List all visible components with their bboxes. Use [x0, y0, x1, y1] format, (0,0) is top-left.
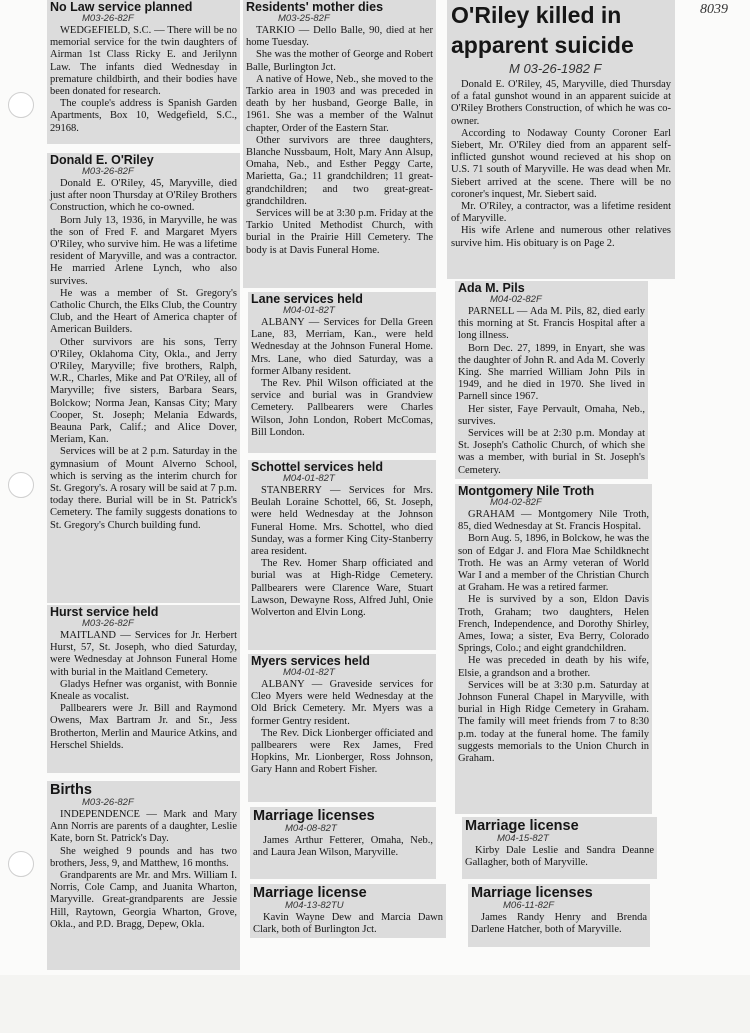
clipping-paragraph: GRAHAM — Montgomery Nile Troth, 85, died Wednesday at St. Francis Hospital.: [458, 509, 649, 533]
clipping-paragraph: The Rev. Phil Wilson officiated at the service and burial was in Grandview Cemetery. Pallbearers were Charles Wilson, John London, Robert McComas, Bill London.: [251, 378, 433, 438]
clipping-pils: [455, 281, 648, 479]
clipping-paragraph: PARNELL — Ada M. Pils, 82, died early this morning at St. Francis Hospital after a long illness.: [458, 306, 645, 342]
clipping-paragraph: The couple's address is Spanish Garden Apartments, Box 10, Wedgefield, S.C., 29168.: [50, 98, 237, 134]
clipping-paragraph: Grandparents are Mr. and Mrs. William I. Norris, Cole Camp, and Juanita Wharton, Maryville. Great-grandparents are Jessie Hill, Raytown, Georgia Wharton, Grove, Okla., and P.D. Bragg, Depew, Okla.: [50, 870, 237, 930]
clipping-paragraph: Mr. O'Riley, a contractor, was a lifetime resident of Maryville.: [451, 201, 671, 225]
clipping-marriage-henry: [468, 884, 650, 947]
clipping-headline: O'Riley killed in: [451, 2, 622, 28]
clipping-paragraph: Pallbearers were Jr. Bill and Raymond Owens, Max Bartram Jr. and Sr., Jess Brotherton, Merlin and Maurice Atkins, and Herschel Shields.: [50, 703, 237, 751]
clipping-oriley-suicide: [447, 0, 675, 279]
clipping-paragraph: ALBANY — Services for Della Green Lane, 83, Merriam, Kan., were held Wednesday at the Johnson Funeral Home. Mrs. Lane, who died Saturday, was a former Albany resident.: [251, 317, 433, 377]
handwritten-date: M04-01-82T: [283, 305, 335, 316]
clipping-body: [50, 809, 237, 931]
clipping-paragraph: STANBERRY — Services for Mrs. Beulah Loraine Schottel, 66, St. Joseph, were held Wednesday at the Johnson Funeral Home. Mrs. Schottel, who died Sunday, was a former King City-Stanberry area resident.: [251, 485, 433, 558]
handwritten-date: M04-01-82T: [283, 473, 335, 484]
clipping-paragraph: A native of Howe, Neb., she moved to the Tarkio area in 1903 and was preceded in death by her husband, George Balle, in 1961. She was a member of the Walnut chapter, Order of the Eastern Star.: [246, 73, 433, 134]
clipping-body: [246, 25, 433, 257]
clipping-paragraph: Born July 13, 1936, in Maryville, he was the son of Fred F. and Margaret Myers O'Riley, who survive him. He was a lifetime resident of Maryville, and was a contractor. He married Arlene Lynch, who also survives.: [50, 214, 237, 287]
clipping-body: [253, 912, 443, 936]
clipping-body: [251, 485, 433, 619]
clipping-body: [251, 679, 433, 777]
clipping-paragraph: MAITLAND — Services for Jr. Herbert Hurst, 57, St. Joseph, who died Saturday, were Wednesday at Johnson Funeral Home with burial in the Maitland Cemetery.: [50, 630, 237, 678]
clipping-paragraph: Services will be at 2 p.m. Saturday in the gymnasium of Mount Alverno School, which is serving as the interim church for St. Gregory's. A rosary will be said at 7 p.m. today there. Burial will be in St. Patrick's Cemetery. The family suggests donations to St. Gregory's Church building fund.: [50, 446, 237, 531]
clipping-body: [471, 912, 647, 936]
clipping-headline: Marriage licenses: [253, 808, 375, 824]
clipping-no-law: [47, 0, 240, 144]
clipping-paragraph: Kirby Dale Leslie and Sandra Deanne Gallagher, both of Maryville.: [465, 845, 654, 869]
clipping-donald-oriley: [47, 153, 240, 603]
clipping-paragraph: Other survivors are his sons, Terry O'Riley, Oklahoma City, Okla., and Jerry O'Riley, Maryville; five brothers, Ralph, W.R., Charles, Mike and Pat O'Riley, all of Maryville; five sisters, Barbara Sears, Bolckow; Norma Jean, Kansas City; Mary Cooper, St. Joseph; Melania Edwards, Beauna Park, Calif.; and Alice Dover, Meriam, Kan.: [50, 336, 237, 446]
clipping-body: [253, 835, 433, 859]
handwritten-date: M03-26-82F: [82, 13, 134, 24]
clipping-paragraph: She weighed 9 pounds and has two brothers, Jess, 9, and Matthew, 16 months.: [50, 845, 237, 869]
clipping-headline: Marriage license: [465, 818, 579, 834]
clipping-paragraph: The Rev. Homer Sharp officiated and burial was at High-Ridge Cemetery. Pallbearers were Clarence Ware, Stuart Lawson, Dewayne Ross, Alfred Juhl, Onie Wolverton and Elvin Long.: [251, 558, 433, 619]
handwritten-date: M04-02-82F: [490, 294, 542, 305]
clipping-troth: [455, 484, 652, 814]
clipping-paragraph: ALBANY — Graveside services for Cleo Myers were held Wednesday at the Old Brick Cemetery. Mr. Myers was a former Gentry resident.: [251, 679, 433, 727]
clipping-paragraph: According to Nodaway County Coroner Earl Siebert, Mr. O'Riley died from an apparent self-inflicted gunshot wound recieved at his shop on U.S. 71 south of Maryville. He was dead when Mr. Siebert arrived at the scene. There will be no coroner's inquest, Mr. Siebert said.: [451, 127, 671, 200]
clipping-hurst: [47, 605, 240, 773]
clipping-body: [458, 509, 649, 765]
clipping-body: [50, 178, 237, 532]
clipping-births: [47, 781, 240, 970]
clipping-body: [451, 79, 671, 250]
clipping-paragraph: WEDGEFIELD, S.C. — There will be no memorial service for the twin daughters of Airman 1st Class Ricky E. and Jerilynn Law. The infants died Wednesday in premature childbirth, and their bodies have been donated for research.: [50, 25, 237, 98]
clipping-body: [251, 317, 433, 439]
clipping-residents-mother: [243, 0, 436, 288]
clipping-myers: [248, 654, 436, 802]
clipping-paragraph: Services will be at 3:30 p.m. Saturday at Johnson Funeral Chapel in Maryville, with burial in High Ridge Cemetery in Graham. The family will meet friends from 7 to 8:30 p.m. today at the funeral home. The family suggests memorials to the Union Church in Graham.: [458, 679, 649, 765]
handwritten-date: M06-11-82F: [503, 900, 555, 911]
clipping-paragraph: Services will be at 2:30 p.m. Monday at St. Joseph's Catholic Church, of which she was a member, with burial in St. Joseph's Cemetery.: [458, 428, 645, 476]
clipping-headline: Montgomery Nile Troth: [458, 484, 595, 498]
clipping-paragraph: INDEPENDENCE — Mark and Mary Ann Norris are parents of a daughter, Leslie Kate, born St. Patrick's Day.: [50, 809, 237, 845]
clipping-paragraph: The Rev. Dick Lionberger officiated and pallbearers were Rex James, Fred Hopkins, Mr. Lionberger, Ross Johnson, Gary Hann and Robert Fisher.: [251, 727, 433, 776]
clipping-headline: Residents' mother dies: [246, 0, 384, 14]
clipping-paragraph: Donald E. O'Riley, 45, Maryville, died just after noon Thursday at O'Riley Brothers Construction, which he co-owned.: [50, 178, 237, 214]
handwritten-date: M 03-26-1982 F: [509, 61, 602, 76]
clipping-paragraph: James Randy Henry and Brenda Darlene Hatcher, both of Maryville.: [471, 912, 647, 936]
page-number: 8039: [700, 2, 728, 17]
clipping-body: [50, 25, 237, 135]
clipping-paragraph: His wife Arlene and numerous other relatives survive him. His obituary is on Page 2.: [451, 225, 671, 249]
handwritten-date: M04-15-82T: [497, 833, 549, 844]
clipping-schottel: [248, 460, 436, 650]
clipping-body: [458, 306, 645, 477]
handwritten-date: M04-01-82T: [283, 667, 335, 678]
handwritten-date: M04-08-82T: [285, 823, 337, 834]
handwritten-date: M03-26-82F: [82, 166, 134, 177]
clipping-headline: Donald E. O'Riley: [50, 153, 154, 167]
clipping-paragraph: Born Aug. 5, 1896, in Bolckow, he was the son of Edgar J. and Flora Mae Schildknecht Troth. He was an Army veteran of World War I and a member of the Christian Church at Graham. He was a retired farmer.: [458, 533, 649, 594]
clipping-headline: Marriage licenses: [471, 885, 593, 901]
clipping-headline-line2: apparent suicide: [451, 32, 634, 58]
clipping-marriage-fetterer: [250, 807, 436, 879]
clipping-paragraph: Gladys Hefner was organist, with Bonnie Kneale as vocalist.: [50, 678, 237, 703]
clipping-paragraph: Services will be at 3:30 p.m. Friday at the Tarkio United Methodist Church, with burial in the Prairie Hill Cemetery. The body is at Davis Funeral Home.: [246, 208, 433, 256]
clipping-headline: Marriage license: [253, 885, 367, 901]
clipping-headline: Lane services held: [251, 292, 363, 306]
clipping-paragraph: Donald E. O'Riley, 45, Maryville, died Thursday of a fatal gunshot wound in an apparent suicide at O'Riley Brothers Construction, of which he was co-owner.: [451, 79, 671, 127]
clipping-headline: Ada M. Pils: [458, 281, 525, 295]
binder-hole: [8, 851, 34, 877]
clipping-headline: Schottel services held: [251, 460, 384, 474]
clipping-lane: [248, 292, 436, 453]
handwritten-date: M04-02-82F: [490, 497, 542, 508]
clipping-headline: No Law service planned: [50, 0, 193, 14]
binder-hole: [8, 472, 34, 498]
handwritten-date: M03-26-82F: [82, 618, 134, 629]
handwritten-date: M03-26-82F: [82, 797, 134, 808]
clipping-paragraph: She was the mother of George and Robert Balle, Burlington Jct.: [246, 49, 433, 73]
clipping-headline: Births: [50, 782, 92, 798]
clipping-paragraph: Kavin Wayne Dew and Marcia Dawn Clark, both of Burlington Jct.: [253, 912, 443, 936]
clipping-paragraph: Her sister, Faye Pervault, Omaha, Neb., survives.: [458, 403, 645, 427]
clipping-body: [465, 845, 654, 869]
clipping-paragraph: James Arthur Fetterer, Omaha, Neb., and Laura Jean Wilson, Maryville.: [253, 835, 433, 859]
clipping-marriage-dew: [250, 884, 446, 938]
clipping-paragraph: He is survived by a son, Eldon Davis Troth, Graham; two daughters, Helen French, Independence, and Dorothy Shirley, Ames, Iowa; a sister, Eva Berry, Colorado Springs, Colo.; and eight grandchildren.: [458, 594, 649, 655]
clipping-paragraph: Born Dec. 27, 1899, in Enyart, she was the daughter of John R. and Ada M. Coverly King. She married William John Pils in 1949, and he died in 1970. She lived in Parnell since 1967.: [458, 342, 645, 403]
clipping-paragraph: He was a member of St. Gregory's Catholic Church, the Elks Club, the Country Club, and the Heart of America chapter of American Builders.: [50, 287, 237, 336]
clipping-paragraph: TARKIO — Dello Balle, 90, died at her home Tuesday.: [246, 25, 433, 49]
clipping-headline: Hurst service held: [50, 605, 159, 619]
clipping-body: [50, 630, 237, 752]
clipping-headline: Myers services held: [251, 654, 370, 668]
clipping-marriage-leslie: [462, 817, 657, 879]
handwritten-date: M03-25-82F: [278, 13, 330, 24]
binder-hole: [8, 92, 34, 118]
clipping-paragraph: Other survivors are three daughters, Blanche Nussbaum, Holt, Mary Ann Alsup, Omaha, Neb., and Esther Peggy Carte, Marietta, Ga.; 11 grandchildren; 11 great-grandchildren; and two great-great-grandchildren.: [246, 134, 433, 207]
clipping-paragraph: He was preceded in death by his wife, Elsie, a grandson and a brother.: [458, 655, 649, 679]
handwritten-date: M04-13-82TU: [285, 900, 344, 911]
